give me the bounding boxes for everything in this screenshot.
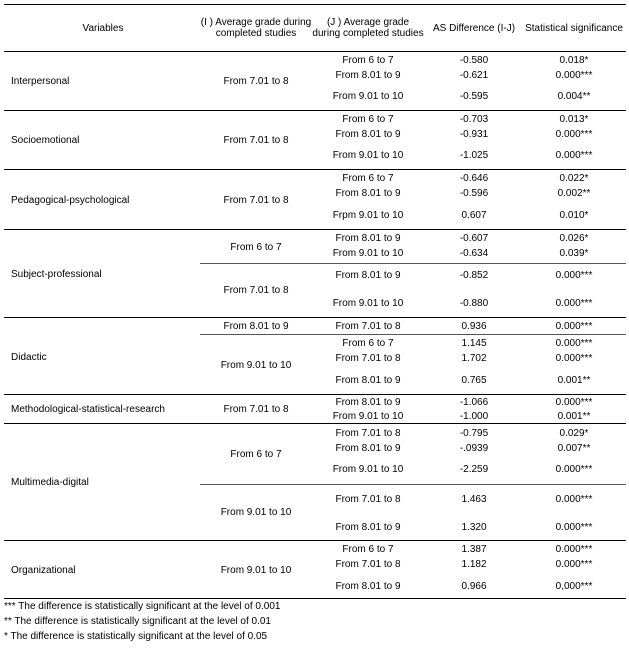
i-grade-group: From 7.01 to 8: [223, 194, 289, 206]
variable-name: Pedagogical-psychological: [11, 194, 130, 206]
j-grade-cell: From 7.01 to 8: [335, 494, 401, 505]
significance-cell: 0.000***: [555, 544, 593, 555]
i-grade-group: From 8.01 to 9: [223, 321, 289, 332]
section-rule: [4, 169, 626, 170]
j-grade-cell: From 7.01 to 8: [335, 321, 401, 332]
difference-cell: -2.259: [459, 464, 489, 475]
difference-cell: -1.000: [459, 411, 489, 422]
j-grade-cell: From 8.01 to 9: [335, 70, 401, 81]
subgroup-rule: [200, 334, 626, 335]
j-grade-cell: From 9.01 to 10: [332, 411, 404, 422]
footnote: * The difference is statistically significant at the level of 0.05: [4, 631, 268, 642]
section-rule: [4, 317, 626, 318]
header-variables: Variables: [82, 22, 124, 34]
significance-cell: 0.000***: [555, 464, 593, 475]
significance-cell: 0.002**: [557, 188, 591, 199]
difference-cell: 1.387: [461, 544, 487, 555]
j-grade-cell: From 8.01 to 9: [335, 233, 401, 244]
variable-name: Subject-professional: [11, 268, 102, 280]
difference-cell: 0.607: [461, 210, 487, 221]
i-grade-group: From 7.01 to 8: [223, 285, 289, 296]
j-grade-cell: From 8.01 to 9: [335, 270, 401, 281]
significance-cell: 0.010*: [559, 210, 589, 221]
difference-cell: 0.936: [461, 321, 487, 332]
significance-cell: 0.000***: [555, 70, 593, 81]
i-grade-group: From 7.01 to 8: [223, 135, 289, 146]
table-bottom-rule: [4, 598, 626, 599]
significance-cell: 0.007**: [557, 443, 591, 454]
difference-cell: -0.607: [459, 233, 489, 244]
difference-cell: -0.595: [459, 91, 489, 102]
difference-cell: -0.795: [459, 428, 489, 439]
j-grade-cell: From 9.01 to 10: [332, 464, 404, 475]
significance-cell: 0.026*: [559, 233, 589, 244]
significance-cell: 0.000***: [555, 270, 593, 281]
i-grade-group: From 9.01 to 10: [220, 564, 292, 576]
i-grade-group: From 9.01 to 10: [220, 507, 292, 518]
significance-cell: 0.000***: [555, 522, 593, 533]
j-grade-cell: From 8.01 to 9: [335, 375, 401, 386]
j-grade-cell: From 8.01 to 9: [335, 129, 401, 140]
j-grade-cell: From 8.01 to 9: [335, 522, 401, 533]
difference-cell: -0.852: [459, 270, 489, 281]
difference-cell: 0.966: [461, 581, 487, 592]
difference-cell: -1.066: [459, 397, 489, 408]
i-grade-group: From 7.01 to 8: [223, 76, 289, 87]
j-grade-cell: From 9.01 to 10: [332, 91, 404, 102]
j-grade-cell: From 6 to 7: [342, 544, 394, 555]
difference-cell: 1.182: [461, 559, 487, 570]
difference-cell: -0.931: [459, 129, 489, 140]
difference-cell: 1.145: [461, 338, 487, 349]
difference-cell: 0.765: [461, 375, 487, 386]
difference-cell: -0.580: [459, 55, 489, 66]
significance-cell: 0.022*: [559, 173, 589, 184]
footnote: ** The difference is statistically significant at the level of 0.01: [4, 616, 271, 627]
header-rule: [4, 51, 626, 52]
section-rule: [4, 423, 626, 424]
j-grade-cell: From 6 to 7: [342, 55, 394, 66]
difference-cell: -0.880: [459, 298, 489, 309]
variable-name: Didactic: [11, 351, 47, 363]
significance-cell: 0.029*: [559, 428, 589, 439]
j-grade-cell: From 9.01 to 10: [332, 150, 404, 161]
section-rule: [4, 229, 626, 230]
significance-cell: 0.000***: [555, 494, 593, 505]
significance-cell: 0.000***: [555, 298, 593, 309]
significance-cell: 0.001**: [557, 411, 591, 422]
header-significance: Statistical significance: [525, 22, 623, 34]
significance-cell: 0.039*: [559, 248, 589, 259]
variable-name: Organizational: [11, 564, 76, 576]
difference-cell: -.0939: [459, 443, 489, 454]
difference-cell: 1.463: [461, 494, 487, 505]
significance-cell: 0.000***: [555, 338, 593, 349]
variable-name: Socioemotional: [11, 135, 80, 146]
j-grade-cell: From 8.01 to 9: [335, 581, 401, 592]
significance-cell: 0.000***: [555, 397, 593, 408]
j-grade-cell: From 6 to 7: [342, 173, 394, 184]
section-rule: [4, 110, 626, 111]
variable-name: Methodological-statistical-research: [11, 404, 165, 415]
significance-cell: 0.000***: [555, 129, 593, 140]
i-grade-group: From 6 to 7: [230, 448, 282, 460]
j-grade-cell: From 7.01 to 8: [335, 428, 401, 439]
j-grade-cell: From 9.01 to 10: [332, 248, 404, 259]
variable-name: Multimedia-digital: [11, 477, 89, 488]
j-grade-cell: From 8.01 to 9: [335, 188, 401, 199]
difference-cell: -0.596: [459, 188, 489, 199]
difference-cell: -0.703: [459, 114, 489, 125]
significance-cell: 0.000***: [555, 150, 593, 161]
j-grade-cell: From 7.01 to 8: [335, 353, 401, 364]
significance-cell: 0.000***: [555, 321, 593, 332]
j-grade-cell: From 6 to 7: [342, 338, 394, 349]
subgroup-rule: [200, 484, 626, 485]
difference-cell: -0.621: [459, 70, 489, 81]
section-rule: [4, 540, 626, 541]
j-grade-cell: From 9.01 to 10: [332, 298, 404, 309]
significance-cell: 0.004**: [557, 91, 591, 102]
difference-cell: 1.702: [461, 353, 487, 364]
j-grade-cell: From 8.01 to 9: [335, 397, 401, 408]
j-grade-cell: From 6 to 7: [342, 114, 394, 125]
header-i-grade: (I ) Average grade during completed studies: [200, 17, 312, 39]
difference-cell: 1.320: [461, 522, 487, 533]
variable-name: Interpersonal: [11, 76, 70, 87]
difference-cell: -1.025: [459, 150, 489, 161]
i-grade-group: From 9.01 to 10: [220, 360, 292, 371]
section-rule: [4, 394, 626, 395]
header-difference: AS Difference (I-J): [432, 22, 516, 34]
header-j-grade: (J ) Average grade during completed studies: [312, 17, 424, 39]
difference-cell: -0.634: [459, 248, 489, 259]
significance-cell: 0.013*: [559, 114, 589, 125]
significance-cell: 0.001**: [557, 375, 591, 386]
j-grade-cell: From 8.01 to 9: [335, 443, 401, 454]
subgroup-rule: [200, 263, 626, 264]
i-grade-group: From 6 to 7: [230, 241, 282, 253]
j-grade-cell: Frpm 9.01 to 10: [332, 210, 404, 221]
significance-cell: 0.000***: [555, 559, 593, 570]
i-grade-group: From 7.01 to 8: [223, 404, 289, 415]
table-top-rule: [4, 4, 626, 5]
difference-cell: -0.646: [459, 173, 489, 184]
j-grade-cell: From 7.01 to 8: [335, 559, 401, 570]
significance-cell: 0.018*: [559, 55, 589, 66]
significance-cell: 0,000***: [555, 581, 593, 592]
significance-cell: 0.000***: [555, 353, 593, 364]
footnote: *** The difference is statistically significant at the level of 0.001: [4, 601, 281, 612]
